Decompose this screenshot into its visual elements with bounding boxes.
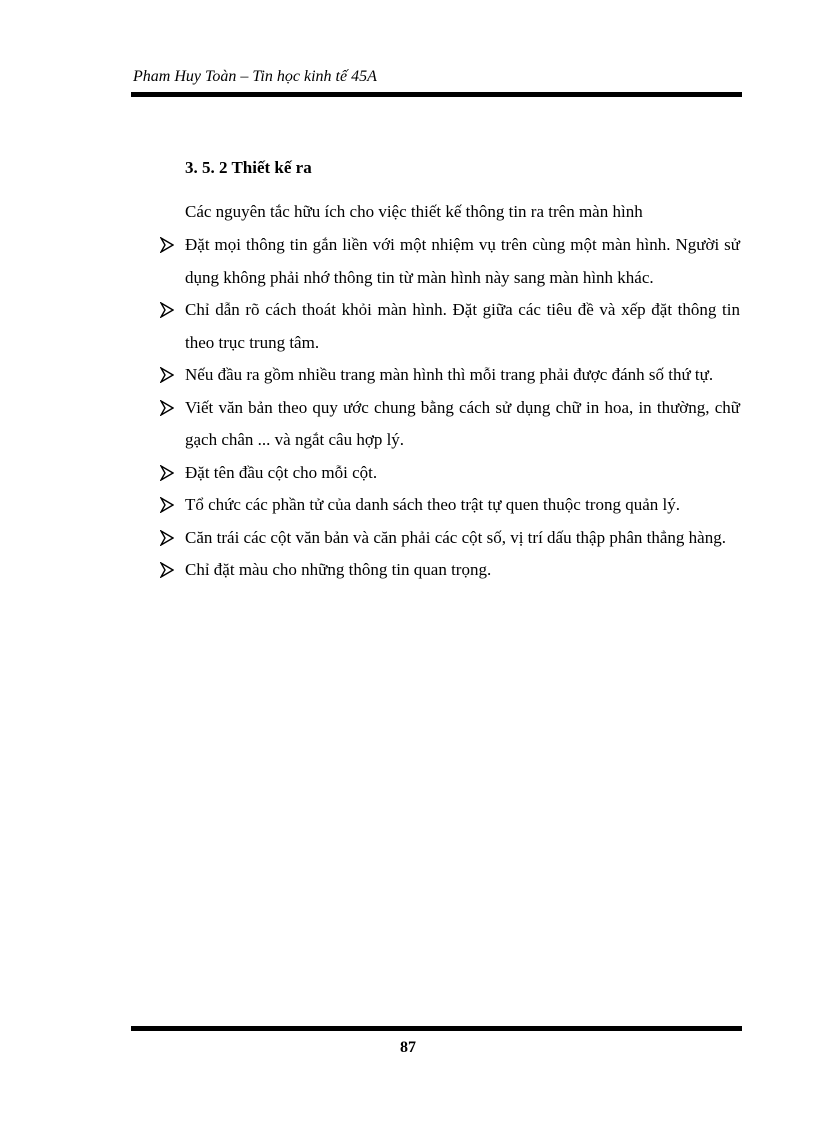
list-item bbox=[160, 359, 740, 392]
list-item bbox=[160, 229, 740, 294]
list-item bbox=[160, 392, 740, 457]
list-item-text: Tổ chức các phần tử của danh sách theo trật tự quen thuộc trong quản lý. bbox=[185, 495, 680, 514]
arrowhead-bullet-icon bbox=[160, 302, 174, 318]
running-header: Pham Huy Toàn – Tin học kinh tế 45A bbox=[133, 68, 377, 85]
list-item bbox=[160, 554, 740, 587]
list-item-text: Nếu đầu ra gồm nhiều trang màn hình thì mỗi trang phải được đánh số thứ tự. bbox=[185, 365, 714, 384]
arrowhead-bullet-icon bbox=[160, 562, 174, 578]
arrowhead-bullet-icon bbox=[160, 367, 174, 383]
intro-paragraph: Các nguyên tắc hữu ích cho việc thiết kế thông tin ra trên màn hình bbox=[185, 202, 643, 221]
list-item bbox=[160, 294, 740, 359]
arrowhead-bullet-icon bbox=[160, 530, 174, 546]
arrowhead-bullet-icon bbox=[160, 465, 174, 481]
list-item-text: Chỉ đặt màu cho những thông tin quan trọng. bbox=[185, 560, 492, 579]
list-item-text: Chỉ dẫn rõ cách thoát khỏi màn hình. Đặt giữa các tiêu đề và xếp đặt thông tin theo trục trung tâm. bbox=[185, 300, 740, 352]
footer-rule bbox=[131, 1026, 742, 1031]
arrowhead-bullet-icon bbox=[160, 237, 174, 253]
list-item-text: Căn trái các cột văn bản và căn phải các cột số, vị trí dấu thập phân thẳng hàng. bbox=[185, 527, 726, 547]
list-item-text: Đặt tên đầu cột cho mỗi cột. bbox=[185, 462, 378, 482]
list-item bbox=[160, 457, 740, 490]
list-item bbox=[160, 522, 740, 555]
list-item bbox=[160, 489, 740, 522]
section-heading: 3. 5. 2 Thiết kế ra bbox=[185, 158, 312, 177]
arrowhead-bullet-icon bbox=[160, 497, 174, 513]
page-number: 87 bbox=[400, 1039, 416, 1056]
arrowhead-bullet-icon bbox=[160, 400, 174, 416]
guideline-list bbox=[160, 229, 740, 587]
list-item-text: Viết văn bản theo quy ước chung bằng cách sử dụng chữ in hoa, in thường, chữ gạch chân ... và ngắt câu hợp lý. bbox=[185, 397, 740, 449]
list-item-text: Đặt mọi thông tin gắn liền với một nhiệm vụ trên cùng một màn hình. Người sử dụng không phải nhớ thông tin từ màn hình này sang màn hình khác. bbox=[185, 235, 740, 287]
header-rule bbox=[131, 92, 742, 97]
